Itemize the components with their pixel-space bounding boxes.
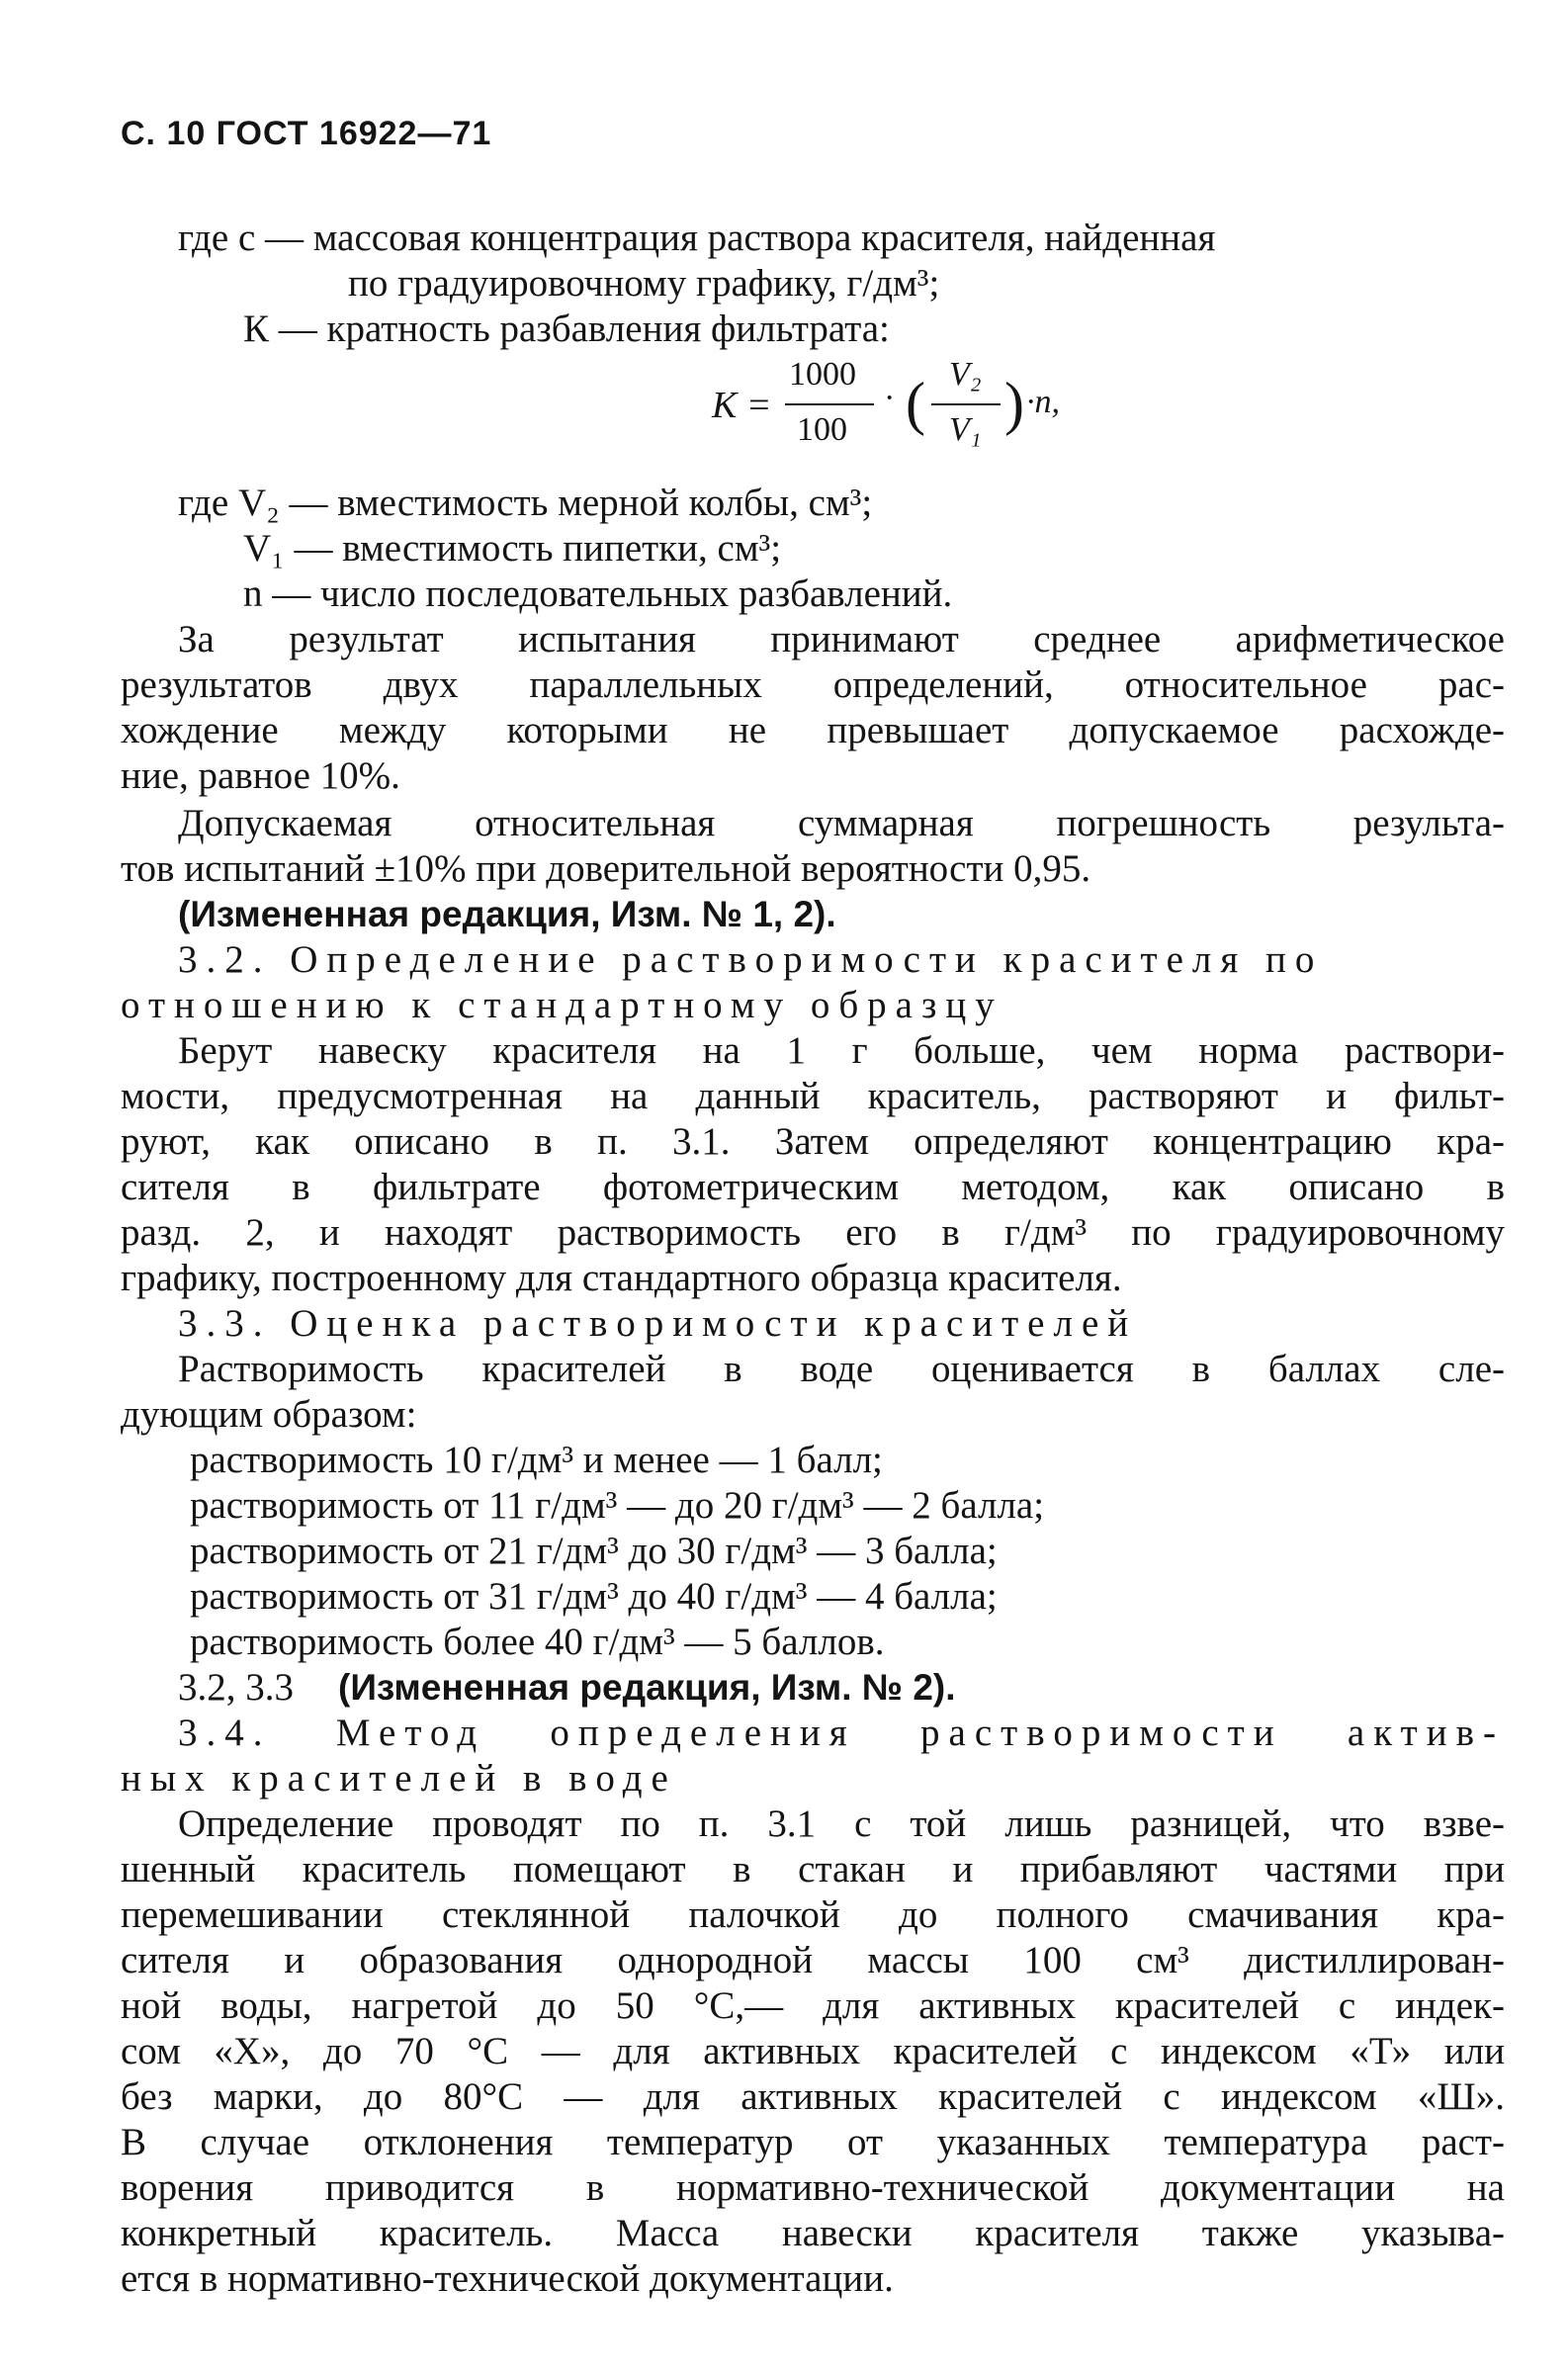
edit-note-1: (Измененная редакция, Изм. № 1, 2). bbox=[178, 894, 836, 934]
formula-numerator: 1000 bbox=[789, 356, 856, 393]
solubility-item-3: растворимость от 21 г/дм³ до 30 г/дм³ — 3 балла; bbox=[190, 1530, 998, 1572]
page-header: С. 10 ГОСТ 16922—71 bbox=[121, 115, 492, 152]
section-3-4-body-line-1: Определение проводят по п. 3.1 с той лишь разницей, что взве- bbox=[178, 1802, 1505, 1845]
def-n: n — число последовательных разбавлений. bbox=[243, 572, 953, 615]
formula-dot: · bbox=[884, 380, 896, 416]
result-line-4: ние, равное 10%. bbox=[121, 754, 400, 797]
edit-note-2: (Измененная редакция, Изм. № 2). bbox=[338, 1667, 956, 1708]
section-3-4-title-line-2: ных красителей в воде bbox=[121, 1757, 677, 1800]
def-c-line1: где с — массовая концентрация раствора красителя, найденная bbox=[178, 217, 1216, 259]
formula-denominator: 100 bbox=[797, 411, 847, 448]
section-3-4-body-line-4: сителя и образования однородной массы 100 см³ дистиллирован- bbox=[121, 1939, 1505, 1981]
edit-note-2-prefix: 3.2, 3.3 bbox=[178, 1666, 294, 1709]
section-3-2-body-line-4: сителя в фильтрате фотометрическим методом, как описано в bbox=[121, 1166, 1505, 1208]
section-3-3-intro-line-2: дующим образом: bbox=[121, 1393, 417, 1436]
section-3-4-body-line-5: ной воды, нагретой до 50 °С,— для активных красителей с индек- bbox=[121, 1984, 1505, 2027]
result-line-2: результатов двух параллельных определений, относительное рас- bbox=[121, 663, 1505, 706]
section-3-2-body-line-6: графику, построенному для стандартного образца красителя. bbox=[121, 1257, 1122, 1299]
def-c-line2: по градуировочному графику, г/дм³; bbox=[348, 262, 940, 305]
section-3-4-body-line-11: ется в нормативно-технической документации. bbox=[121, 2257, 894, 2300]
result-line-3: хождение между которыми не превышает допускаемое расхожде- bbox=[121, 709, 1505, 751]
error-line-1: Допускаемая относительная суммарная погрешность результа- bbox=[178, 802, 1505, 844]
section-3-2-body-line-3: руют, как описано в п. 3.1. Затем определяют концентрацию кра- bbox=[121, 1120, 1505, 1163]
section-3-2-body-line-2: мости, предусмотренная на данный краситель, растворяют и фильт- bbox=[121, 1075, 1505, 1117]
section-3-2-body-line-5: разд. 2, и находят растворимость его в г/дм³ по градуировочному bbox=[121, 1211, 1505, 1254]
result-line-1: За результат испытания принимают среднее арифметическое bbox=[178, 618, 1505, 660]
formula-fraction-bar-2 bbox=[931, 403, 1001, 405]
formula-v1: V₁ bbox=[949, 411, 982, 448]
def-v2: где V₂ — вместимость мерной колбы, см³; bbox=[178, 482, 873, 524]
section-3-2-title-line-2: отношению к стандартному образцу bbox=[121, 984, 1003, 1026]
section-3-4-body-line-3: перемешивании стеклянной палочкой до полного смачивания кра- bbox=[121, 1893, 1505, 1936]
section-3-4-body-line-7: без марки, до 80°С — для активных красителей с индексом «Ш». bbox=[121, 2075, 1505, 2118]
formula-right-paren: ) bbox=[1004, 371, 1024, 436]
section-3-4-body-line-9: ворения приводится в нормативно-технической документации на bbox=[121, 2166, 1505, 2209]
formula-v2: V₂ bbox=[949, 356, 982, 393]
formula-left-paren: ( bbox=[906, 371, 925, 436]
formula-fraction-bar-1 bbox=[785, 403, 874, 405]
section-3-4-body-line-6: сом «Х», до 70 °С — для активных красителей с индексом «Т» или bbox=[121, 2030, 1505, 2072]
section-3-3-title: 3.3. Оценка растворимости красителей bbox=[178, 1302, 1138, 1345]
error-line-2: тов испытаний ±10% при доверительной вероятности 0,95. bbox=[121, 847, 1091, 890]
section-3-2-body-line-1: Берут навеску красителя на 1 г больше, чем норма раствори- bbox=[178, 1029, 1505, 1072]
dilution-formula bbox=[712, 356, 1088, 465]
section-3-4-title-line-1: 3.4. Метод определения растворимости актив- bbox=[178, 1712, 1505, 1754]
section-3-4-body-line-2: шенный краситель помещают в стакан и прибавляют частями при bbox=[121, 1848, 1505, 1890]
formula-tail: ·n, bbox=[1026, 384, 1060, 420]
solubility-item-5: растворимость более 40 г/дм³ — 5 баллов. bbox=[190, 1621, 885, 1663]
solubility-item-1: растворимость 10 г/дм³ и менее — 1 балл; bbox=[190, 1439, 883, 1481]
section-3-4-body-line-10: конкретный краситель. Масса навески красителя также указыва- bbox=[121, 2212, 1505, 2254]
section-3-2-title-line-1: 3.2. Определение растворимости красителя по bbox=[178, 938, 1324, 981]
def-k-line: К — кратность разбавления фильтрата: bbox=[243, 308, 890, 350]
def-v1: V₁ — вместимость пипетки, см³; bbox=[243, 527, 782, 570]
formula-lhs: К = bbox=[712, 385, 772, 426]
section-3-4-body-line-8: В случае отклонения температур от указанных температура раст- bbox=[121, 2121, 1505, 2163]
solubility-item-2: растворимость от 11 г/дм³ — до 20 г/дм³ — 2 балла; bbox=[190, 1484, 1045, 1527]
solubility-item-4: растворимость от 31 г/дм³ до 40 г/дм³ — 4 балла; bbox=[190, 1575, 998, 1618]
section-3-3-intro-line-1: Растворимость красителей в воде оценивается в баллах сле- bbox=[178, 1348, 1505, 1390]
